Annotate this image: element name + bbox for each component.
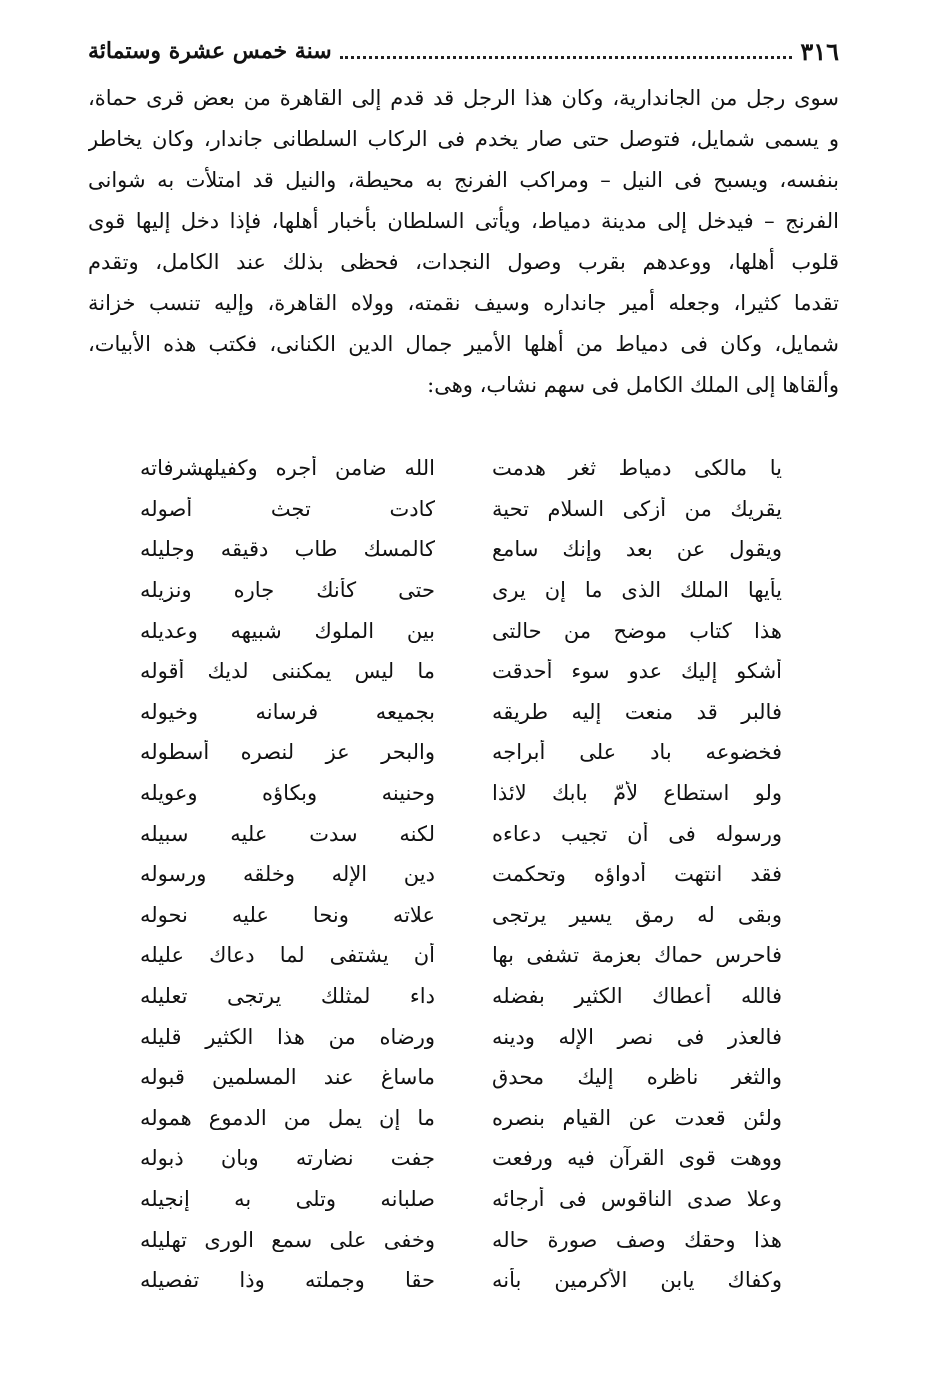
second-hemistich: كادت تجث أصوله bbox=[140, 496, 435, 521]
first-hemistich: يأيها الملك الذى ما إن يرى bbox=[492, 578, 782, 603]
second-hemistich: والبحر عز لنصره أسطوله bbox=[140, 740, 435, 765]
second-hemistich: ما إن يمل من الدموع هموله bbox=[140, 1105, 435, 1130]
first-hemistich: ولو استطاع لأمّ بابك لائذا bbox=[492, 781, 782, 806]
first-hemistich: وبقى له رمق يسير يرتجى bbox=[492, 902, 782, 927]
poem-verse bbox=[100, 489, 847, 530]
poem-verse bbox=[100, 895, 847, 936]
prose-line: شمايل، وكان فى دمياط من أهلها الأمير جمال الدين الكنانى، فكتب هذه الأبيات، bbox=[88, 332, 839, 356]
poem-verse bbox=[100, 1219, 847, 1260]
prose-line: سوى رجل من الجاندارية، وكان هذا الرجل قد قدم إلى القاهرة من بعض قرى حماة، bbox=[88, 86, 839, 110]
second-hemistich: لكنه سدت عليه سبيله bbox=[140, 821, 435, 846]
first-hemistich: وكفاك يابن الأكرمين بأنه bbox=[492, 1268, 782, 1293]
poem-verse bbox=[100, 732, 847, 773]
second-hemistich: بين الملوك شبيهه وعديله bbox=[140, 618, 435, 643]
poem-verse bbox=[100, 935, 847, 976]
poem bbox=[100, 448, 847, 1300]
first-hemistich: فقد انتهت أدواؤه وتحكمت bbox=[492, 862, 782, 887]
prose-paragraph bbox=[88, 78, 839, 406]
poem-verse bbox=[100, 1016, 847, 1057]
first-hemistich: فالبر قد منعت إليه طريقه bbox=[492, 699, 782, 724]
second-hemistich: ورضاه من هذا الكثير قليله bbox=[140, 1024, 435, 1049]
first-hemistich: والثغر ناظره إليك محدق bbox=[492, 1065, 782, 1090]
poem-verse bbox=[100, 570, 847, 611]
poem-verse bbox=[100, 1138, 847, 1179]
first-hemistich: وعلا صدى الناقوس فى أرجائه bbox=[492, 1186, 782, 1211]
prose-line: قلوب أهلها، ووعدهم بقرب وصول النجدات، فحظى بذلك عند الكامل، وتقدم bbox=[88, 250, 839, 274]
first-hemistich: ولئن قعدت عن القيام بنصره bbox=[492, 1105, 782, 1130]
second-hemistich: صلبانه وتلى به إنجيله bbox=[140, 1186, 435, 1211]
poem-verse bbox=[100, 1057, 847, 1098]
running-title: سنة خمس عشرة وستمائة bbox=[88, 38, 332, 64]
poem-verse bbox=[100, 1098, 847, 1139]
header-dot-leader bbox=[340, 56, 793, 59]
poem-verse bbox=[100, 773, 847, 814]
poem-verse bbox=[100, 610, 847, 651]
page-number: ٣١٦ bbox=[800, 36, 839, 66]
poem-verse bbox=[100, 692, 847, 733]
poem-verse bbox=[100, 976, 847, 1017]
second-hemistich: علاته ونحا عليه نحوله bbox=[140, 902, 435, 927]
first-hemistich: ورسوله فى أن تجيب دعاءه bbox=[492, 821, 782, 846]
first-hemistich: فاحرس حماك بعزمة تشفى بها bbox=[492, 943, 782, 968]
first-hemistich: يا مالكى دمياط ثغر هدمت bbox=[492, 456, 782, 481]
first-hemistich: هذا كتاب موضح من حالتى bbox=[492, 618, 782, 643]
prose-line: و يسمى شمايل، فتوصل حتى صار يخدم فى الركاب السلطانى جاندار، وكان يخاطر bbox=[88, 127, 839, 151]
second-hemistich: داء لمثلك يرتجى تعليله bbox=[140, 984, 435, 1009]
poem-verse bbox=[100, 1260, 847, 1301]
page-header bbox=[88, 34, 839, 68]
poem-verse bbox=[100, 529, 847, 570]
poem-verse bbox=[100, 854, 847, 895]
poem-verse bbox=[100, 813, 847, 854]
second-hemistich: وحنينه وبكاؤه وعويله bbox=[140, 781, 435, 806]
prose-line: بنفسه، ويسبح فى النيل – ومراكب الفرنج به محيطة، والنيل قد امتلأت به شوانى bbox=[88, 168, 839, 192]
poem-verse bbox=[100, 1179, 847, 1220]
poem-verse bbox=[100, 651, 847, 692]
second-hemistich: وخفى على سمع الورى تهليله bbox=[140, 1227, 435, 1252]
first-hemistich: هذا وحقك وصف صورة حاله bbox=[492, 1227, 782, 1252]
prose-line: تقدما كثيرا، وجعله أمير جانداره وسيف نقمته، وولاه القاهرة، وإليه تنسب خزانة bbox=[88, 291, 839, 315]
first-hemistich: أشكو إليك عدو سوء أحدقت bbox=[492, 659, 782, 684]
second-hemistich: بجميعه فرسانه وخيوله bbox=[140, 699, 435, 724]
poem-verse bbox=[100, 448, 847, 489]
second-hemistich: حتى كأنك جاره ونزيله bbox=[140, 578, 435, 603]
first-hemistich: فالله أعطاك الكثير بفضله bbox=[492, 984, 782, 1009]
first-hemistich: يقريك من أزكى السلام تحية bbox=[492, 496, 782, 521]
second-hemistich: الله ضامن أجره وكفيلهشرفاته bbox=[140, 456, 435, 481]
second-hemistich: ماساغ عند المسلمين قبوله bbox=[140, 1065, 435, 1090]
first-hemistich: فالعذر فى نصر الإله ودينه bbox=[492, 1024, 782, 1049]
first-hemistich: فخضوعه باد على أبراجه bbox=[492, 740, 782, 765]
second-hemistich: أن يشتفى لما دعاك عليله bbox=[140, 943, 435, 968]
second-hemistich: حقا وجملته وذا تفصيله bbox=[140, 1268, 435, 1293]
second-hemistich: كالمسك طاب دقيقه وجليله bbox=[140, 537, 435, 562]
prose-line: وألقاها إلى الملك الكامل فى سهم نشاب، وهى: bbox=[427, 373, 839, 397]
first-hemistich: ويقول عن بعد وإنك سامع bbox=[492, 537, 782, 562]
second-hemistich: ما ليس يمكننى لديك أقوله bbox=[140, 659, 435, 684]
prose-line: الفرنج – فيدخل إلى مدينة دمياط، ويأتى السلطان بأخبار أهلها، فإذا دخل إليها قوى bbox=[88, 209, 839, 233]
second-hemistich: جفت نضارته وبان ذبوله bbox=[140, 1146, 435, 1171]
first-hemistich: ووهت قوى القرآن فيه ورفعت bbox=[492, 1146, 782, 1171]
second-hemistich: دين الإله وخلقه ورسوله bbox=[140, 862, 435, 887]
